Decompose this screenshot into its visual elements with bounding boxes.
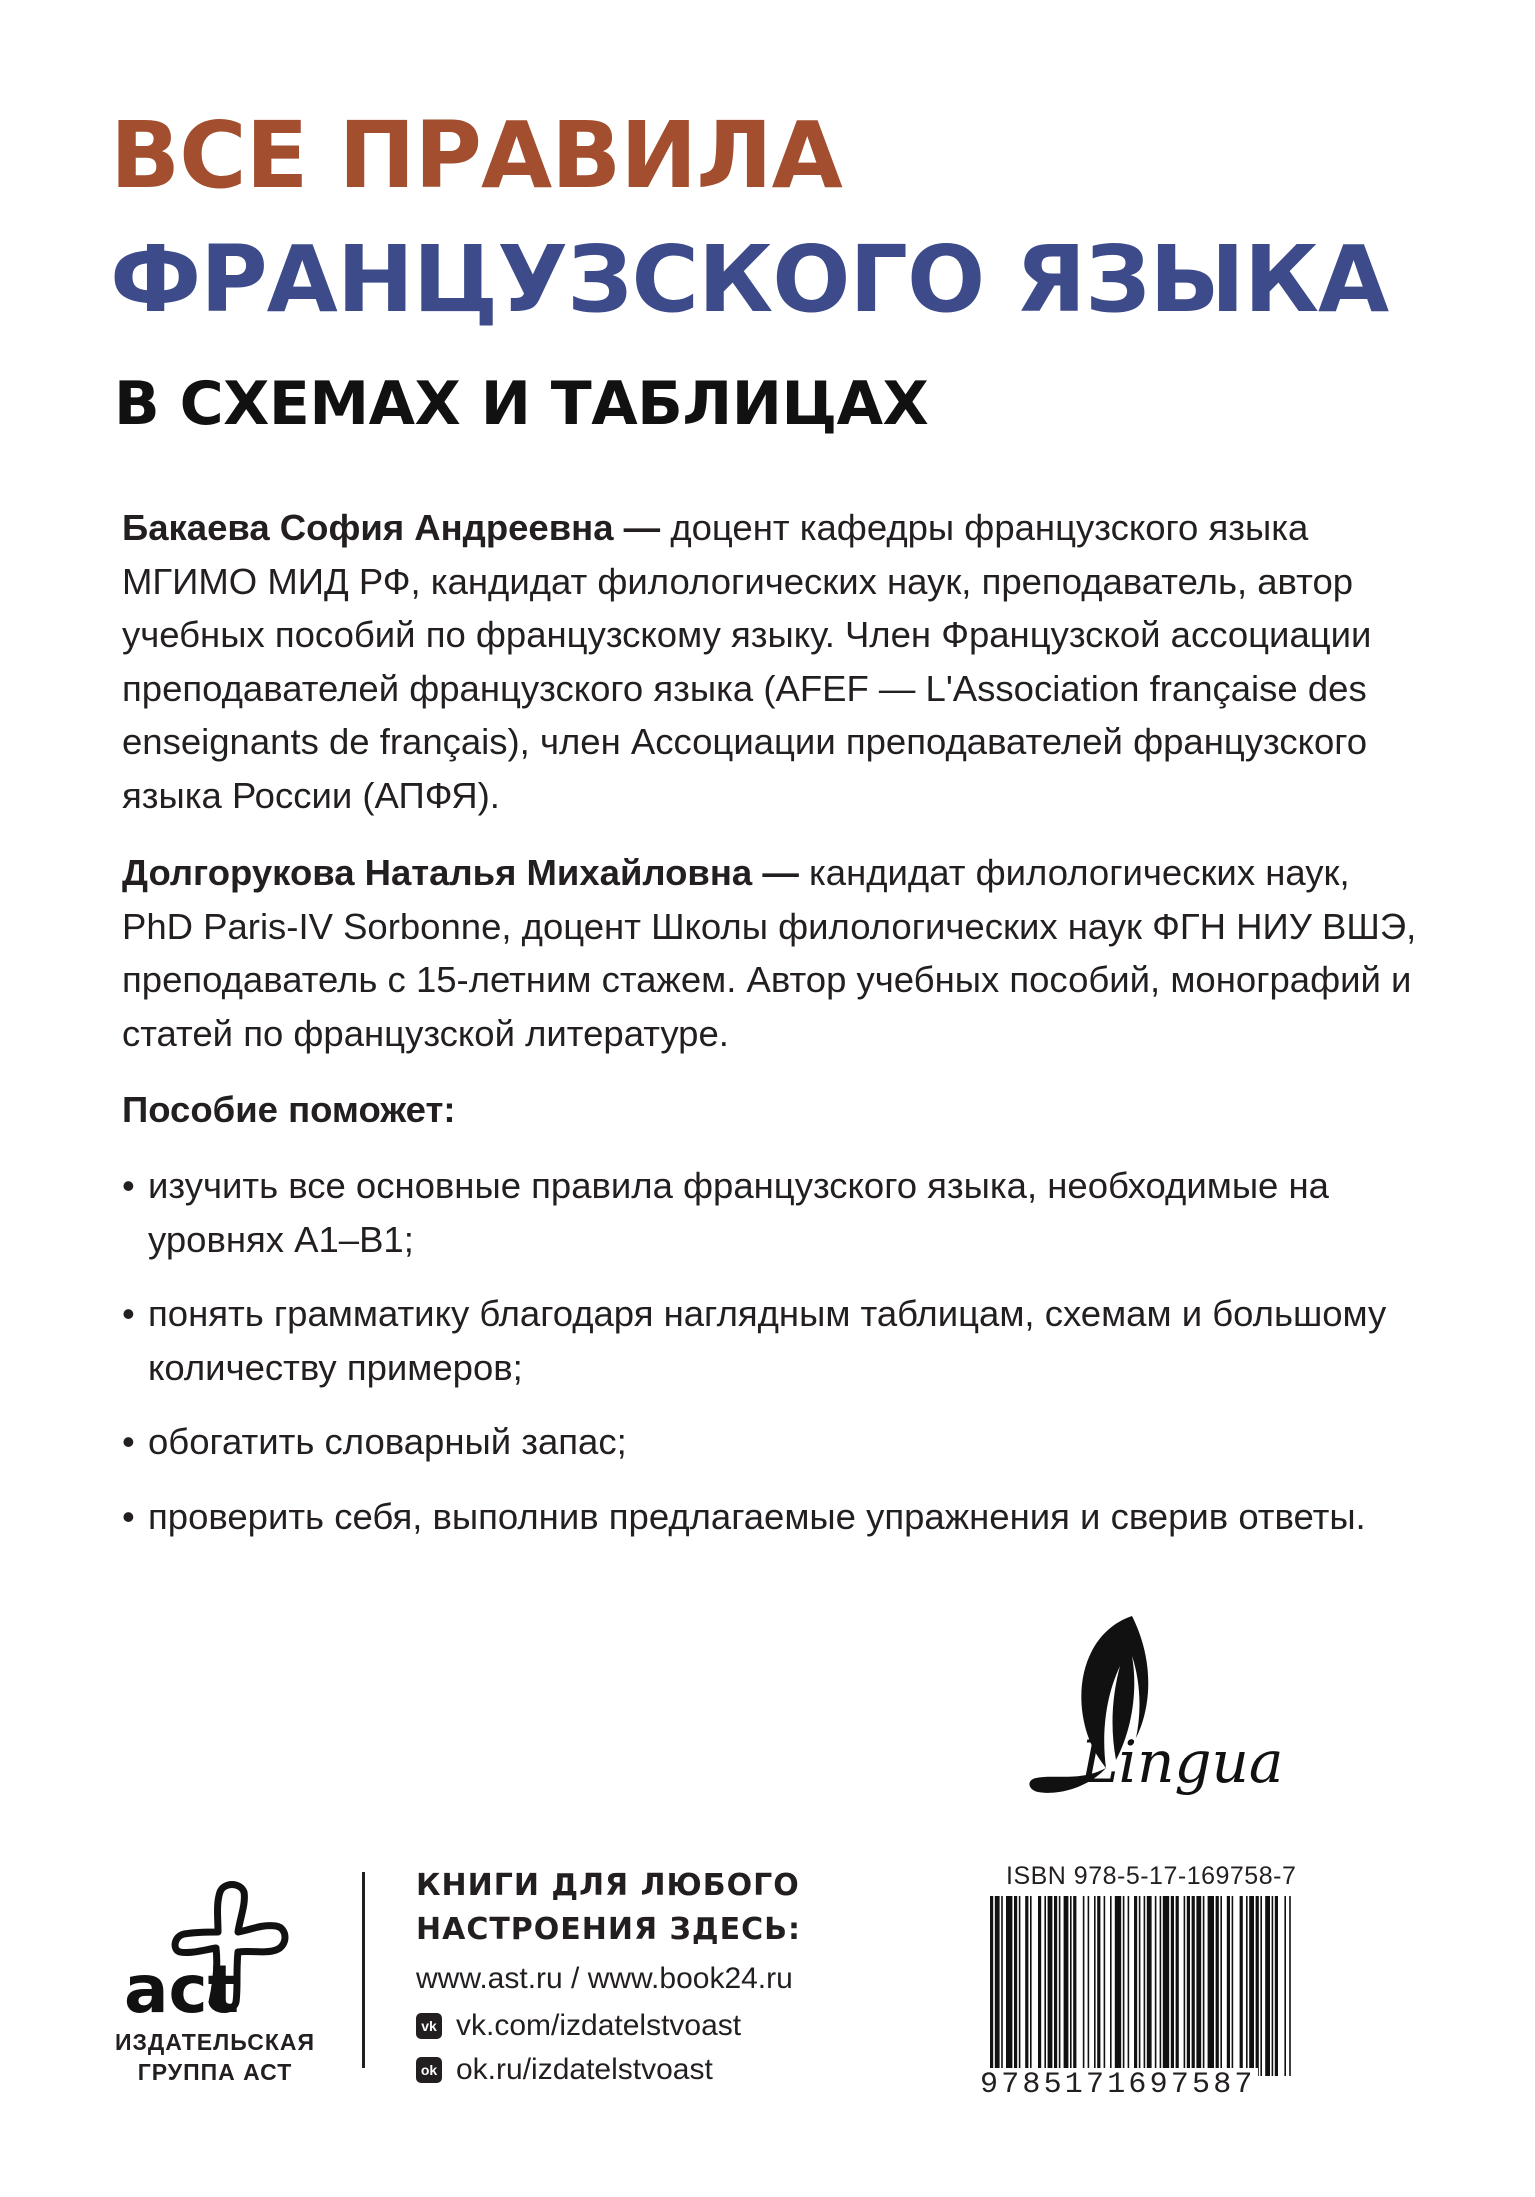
barcode-digits: 9785171697587 <box>980 2068 1256 2102</box>
barcode-bar <box>1246 1896 1248 2076</box>
ok-link[interactable] <box>416 2050 713 2090</box>
promo-line-1: КНИГИ ДЛЯ ЛЮБОГО <box>416 1868 800 1903</box>
website-links[interactable] <box>416 1959 793 1999</box>
title-line-1: ВСЕ ПРАВИЛА <box>110 102 842 209</box>
barcode-bar <box>1038 1896 1041 2076</box>
barcode-bar <box>1163 1896 1169 2076</box>
barcode-bar <box>1134 1896 1137 2076</box>
barcode-bar <box>1284 1896 1286 2076</box>
barcode-bar <box>990 1896 993 2076</box>
barcode-bar <box>1088 1896 1090 2076</box>
barcode-bar <box>1265 1896 1270 2076</box>
barcode-bar <box>1025 1896 1028 2076</box>
barcode-bar <box>1160 1896 1162 2076</box>
barcode-bar <box>1240 1896 1243 2076</box>
barcode-bar <box>1275 1896 1278 2076</box>
barcode-bar <box>1001 1896 1003 2076</box>
ast-wordmark: act <box>124 1951 240 2024</box>
barcode-bar <box>1110 1896 1112 2076</box>
benefit-item: • проверить себя, выполнив предлагаемые упражнения и сверив ответы. <box>122 1490 1422 1544</box>
barcode-bar <box>1203 1896 1205 2076</box>
barcode-bar <box>1171 1896 1174 2076</box>
barcode-bar <box>1144 1896 1146 2076</box>
barcode-bar <box>1019 1896 1021 2076</box>
barcode-bar <box>1064 1896 1069 2076</box>
publisher-caption-2: ГРУППА АСТ <box>137 2059 293 2085</box>
barcode-bar <box>1196 1896 1201 2076</box>
author-name-1: Бакаева София Андреевна — <box>122 507 661 548</box>
barcode-bar <box>1289 1896 1291 2076</box>
isbn-label: ISBN 978-5-17-169758-7 <box>1006 1862 1297 1890</box>
benefit-item: • обогатить словарный запас; <box>122 1415 1422 1469</box>
barcode-bar <box>1006 1896 1012 2076</box>
barcode-bar <box>1054 1896 1057 2076</box>
lingua-wordmark: Lingua <box>1080 1728 1284 1796</box>
barcode-bar <box>1208 1896 1214 2076</box>
barcode-bar <box>1073 1896 1076 2076</box>
barcode-bar <box>1260 1896 1262 2076</box>
vk-link-text[interactable]: vk.com/izdatelstvoast <box>456 2009 742 2042</box>
barcode-bar <box>1272 1896 1274 2076</box>
benefits-list <box>122 1159 1422 1564</box>
barcode-bar <box>1232 1896 1234 2076</box>
barcode-bar <box>1256 1896 1259 2076</box>
barcode-bar <box>1184 1896 1186 2076</box>
barcode-bar <box>1187 1896 1190 2076</box>
author-text-2: кандидат филологических наук, PhD Paris-IV Sorbonne, доцент Школы филологических наук ФГН НИУ ВШЭ, преподаватель с 15-летним стажем. Автор учебных пособий, монографий и статей по французской литературе. <box>122 852 1417 1054</box>
benefit-item: • понять грамматику благодаря наглядным таблицам, схемам и большому количеству примеров; <box>122 1287 1422 1394</box>
lingua-series-logo <box>1020 1610 1320 1820</box>
barcode-bar <box>1155 1896 1157 2076</box>
ast-publisher-logo <box>120 1874 320 2024</box>
barcode-bar <box>995 1896 1000 2076</box>
vk-icon: vk <box>416 2013 442 2039</box>
author-text-1: доцент кафедры французского языка МГИМО МИД РФ, кандидат филологических наук, преподаватель, автор учебных пособий по французскому языку. Член Французской ассоциации преподавателей французского языка (AFEF — L'Association française des enseignants de français), член Ассоциации преподавателей французского языка России (АПФЯ). <box>122 507 1372 816</box>
benefit-item: • изучить все основные правила французского языка, необходимые на уровнях A1–B1; <box>122 1159 1422 1266</box>
title-line-2: ФРАНЦУЗСКОГО ЯЗЫКА <box>110 226 1389 333</box>
publisher-caption-1: ИЗДАТЕЛЬСКАЯ <box>114 2029 316 2055</box>
barcode-bar <box>1227 1896 1230 2076</box>
barcode-bar <box>1030 1896 1032 2076</box>
author-bio-2 <box>122 846 1422 1060</box>
barcode-bar <box>1139 1896 1141 2076</box>
subtitle: В СХЕМАХ И ТАБЛИЦАХ <box>114 369 929 439</box>
barcode-bar <box>1059 1896 1061 2076</box>
promo-line-2: НАСТРОЕНИЯ ЗДЕСЬ: <box>416 1912 801 1947</box>
vk-link[interactable] <box>416 2006 741 2046</box>
isbn-barcode <box>986 1896 1298 2076</box>
barcode-bar <box>1094 1896 1096 2076</box>
author-bio-1 <box>122 501 1422 822</box>
barcode-bar <box>1192 1896 1195 2076</box>
barcode-bar <box>1048 1896 1053 2076</box>
ok-icon: ok <box>416 2057 442 2083</box>
benefits-heading: Пособие поможет: <box>122 1089 456 1130</box>
barcode-bar <box>1249 1896 1254 2076</box>
divider <box>362 1872 365 2068</box>
barcode-bar <box>1014 1896 1017 2076</box>
barcode-bar <box>1147 1896 1152 2076</box>
barcode-bar <box>1070 1896 1072 2076</box>
barcode-bar <box>1083 1896 1085 2076</box>
barcode-bar <box>1128 1896 1130 2076</box>
barcode-bar <box>1216 1896 1219 2076</box>
barcode-bar <box>1176 1896 1179 2076</box>
barcode-bar <box>1123 1896 1125 2076</box>
website-links-text[interactable]: www.ast.ru / www.book24.ru <box>416 1962 793 1995</box>
barcode-bar <box>1097 1896 1100 2076</box>
barcode-bar <box>1044 1896 1046 2076</box>
barcode-bar <box>1220 1896 1222 2076</box>
author-name-2: Долгорукова Наталья Михайловна — <box>122 852 799 893</box>
barcode-bar <box>1104 1896 1106 2076</box>
ok-link-text[interactable]: ok.ru/izdatelstvoast <box>456 2053 713 2086</box>
barcode-bar <box>1115 1896 1121 2076</box>
